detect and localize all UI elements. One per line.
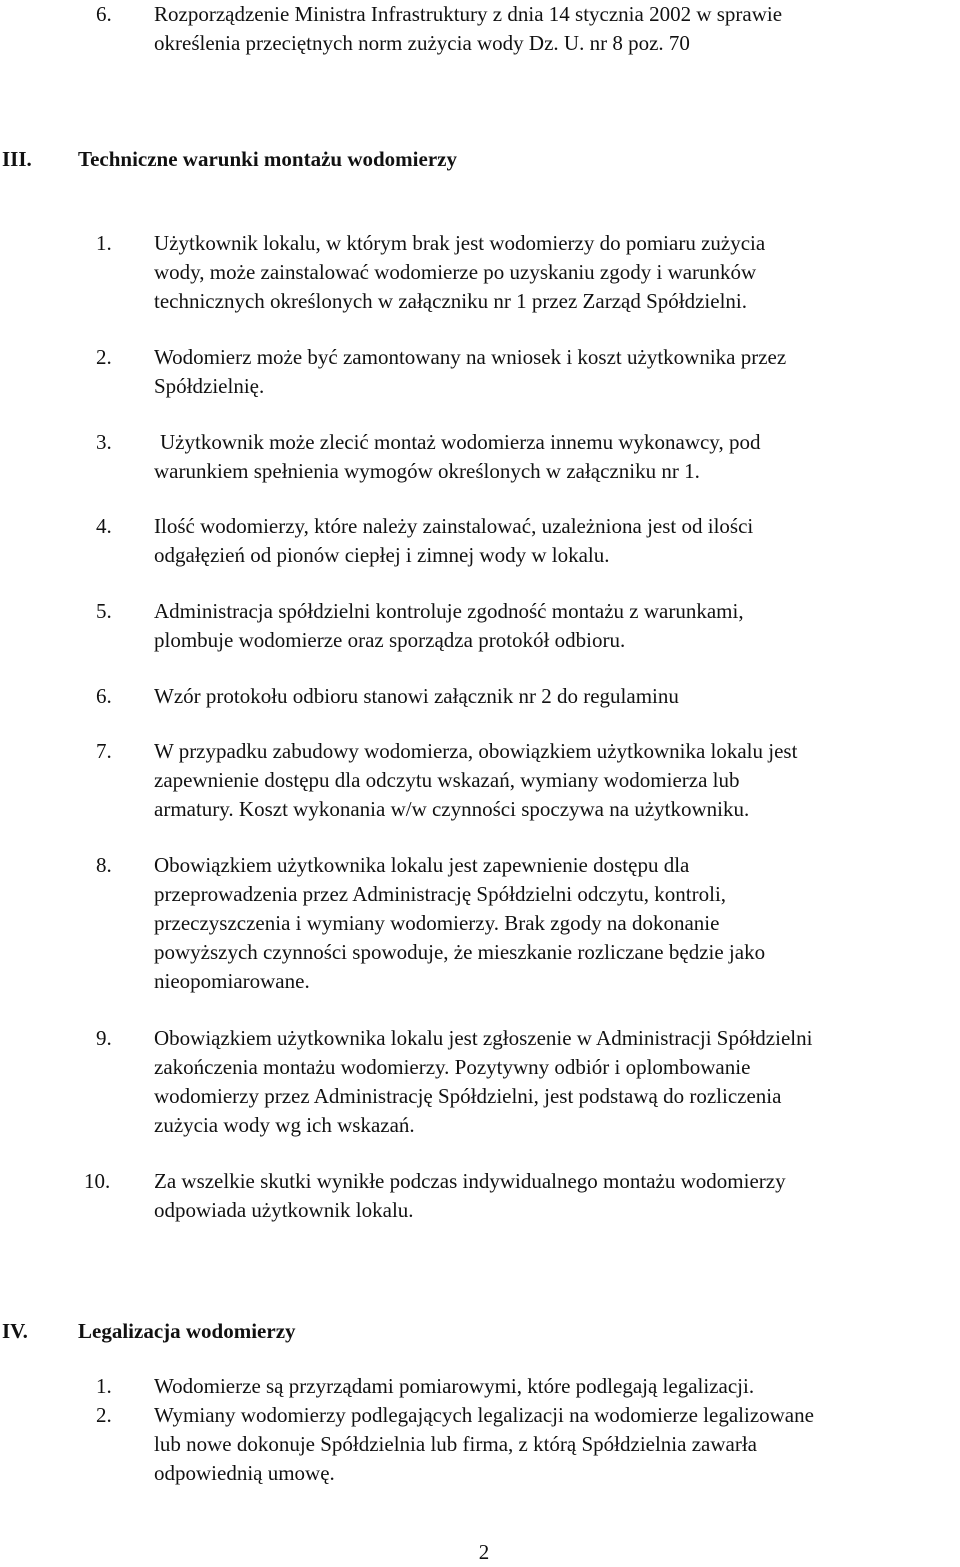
text-line: Wodomierz może być zamontowany na wniosek i koszt użytkownika przez xyxy=(154,345,787,369)
section-number: IV. xyxy=(2,1319,28,1343)
list-item-text xyxy=(154,1167,960,1225)
text-line: armatury. Koszt wykonania w/w czynności spoczywa na użytkowniku. xyxy=(154,797,750,821)
list-number: 6. xyxy=(96,684,112,708)
text-line: technicznych określonych w załączniku nr 1 przez Zarząd Spółdzielni. xyxy=(154,289,747,313)
section-title: Techniczne warunki montażu wodomierzy xyxy=(78,147,457,171)
text-line: przeczyszczenia i wymiany wodomierzy. Brak zgody na dokonanie xyxy=(154,911,720,935)
text-line: Administracja spółdzielni kontroluje zgodność montażu z warunkami, xyxy=(154,599,744,623)
list-item-text xyxy=(154,682,960,711)
text-line: nieopomiarowane. xyxy=(154,969,310,993)
text-line: powyższych czynności spowoduje, że mieszkanie rozliczane będzie jako xyxy=(154,940,766,964)
list-item-text xyxy=(154,597,960,655)
list-number: 8. xyxy=(96,853,112,877)
list-item-text xyxy=(154,1372,960,1401)
text-line: Użytkownik może zlecić montaż wodomierza innemu wykonawcy, pod xyxy=(160,430,761,454)
text-line: warunkiem spełnienia wymogów określonych w załączniku nr 1. xyxy=(154,459,700,483)
text-line: określenia przeciętnych norm zużycia wody Dz. U. nr 8 poz. 70 xyxy=(154,31,690,55)
list-number: 5. xyxy=(96,599,112,623)
list-item-text xyxy=(154,428,960,486)
list-number: 10. xyxy=(84,1169,111,1193)
list-number: 4. xyxy=(96,514,112,538)
text-line: Za wszelkie skutki wynikłe podczas indywidualnego montażu wodomierzy xyxy=(154,1169,786,1193)
text-line: odgałęzień od pionów ciepłej i zimnej wody w lokalu. xyxy=(154,543,610,567)
list-number: 1. xyxy=(96,231,112,255)
text-line: zapewnienie dostępu dla odczytu wskazań, wymiany wodomierza lub xyxy=(154,768,740,792)
page-number: 2 xyxy=(478,1540,490,1564)
section-number: III. xyxy=(2,147,32,171)
text-line: zakończenia montażu wodomierzy. Pozytywny odbiór i oplombowanie xyxy=(154,1055,751,1079)
list-number: 3. xyxy=(96,430,112,454)
list-item-text xyxy=(154,1401,960,1488)
text-line: Wodomierze są przyrządami pomiarowymi, które podlegają legalizacji. xyxy=(154,1374,755,1398)
list-number: 7. xyxy=(96,739,112,763)
list-item-text xyxy=(154,851,960,996)
list-number: 2. xyxy=(96,1403,112,1427)
list-number: 1. xyxy=(96,1374,112,1398)
text-line: Użytkownik lokalu, w którym brak jest wodomierzy do pomiaru zużycia xyxy=(154,231,766,255)
text-line: W przypadku zabudowy wodomierza, obowiązkiem użytkownika lokalu jest xyxy=(154,739,798,763)
list-item-text xyxy=(154,229,960,316)
text-line: Wymiany wodomierzy podlegających legalizacji na wodomierze legalizowane xyxy=(154,1403,814,1427)
text-line: odpowiada użytkownik lokalu. xyxy=(154,1198,414,1222)
list-item-text xyxy=(154,0,960,58)
list-item-text xyxy=(154,737,960,824)
section-title: Legalizacja wodomierzy xyxy=(78,1319,296,1343)
text-line: odpowiednią umowę. xyxy=(154,1461,335,1485)
text-line: Spółdzielnię. xyxy=(154,374,265,398)
text-line: Ilość wodomierzy, które należy zainstalować, uzależniona jest od ilości xyxy=(154,514,754,538)
list-item-text xyxy=(154,512,960,570)
text-line: Wzór protokołu odbioru stanowi załącznik nr 2 do regulaminu xyxy=(154,684,679,708)
text-line: lub nowe dokonuje Spółdzielnia lub firma, z którą Spółdzielnia zawarła xyxy=(154,1432,757,1456)
list-number: 9. xyxy=(96,1026,112,1050)
text-line: przeprowadzenia przez Administrację Spółdzielni odczytu, kontroli, xyxy=(154,882,727,906)
list-number: 2. xyxy=(96,345,112,369)
text-line: plombuje wodomierze oraz sporządza protokół odbioru. xyxy=(154,628,626,652)
text-line: wodomierzy przez Administrację Spółdzielni, jest podstawą do rozliczenia xyxy=(154,1084,782,1108)
list-item-text xyxy=(154,343,960,401)
text-line: Obowiązkiem użytkownika lokalu jest zgłoszenie w Administracji Spółdzielni xyxy=(154,1026,813,1050)
text-line: zużycia wody wg ich wskazań. xyxy=(154,1113,415,1137)
text-line: Obowiązkiem użytkownika lokalu jest zapewnienie dostępu dla xyxy=(154,853,690,877)
text-line: Rozporządzenie Ministra Infrastruktury z dnia 14 stycznia 2002 w sprawie xyxy=(154,2,783,26)
text-line: wody, może zainstalować wodomierze po uzyskaniu zgody i warunków xyxy=(154,260,757,284)
list-number: 6. xyxy=(96,2,112,26)
list-item-text xyxy=(154,1024,960,1140)
